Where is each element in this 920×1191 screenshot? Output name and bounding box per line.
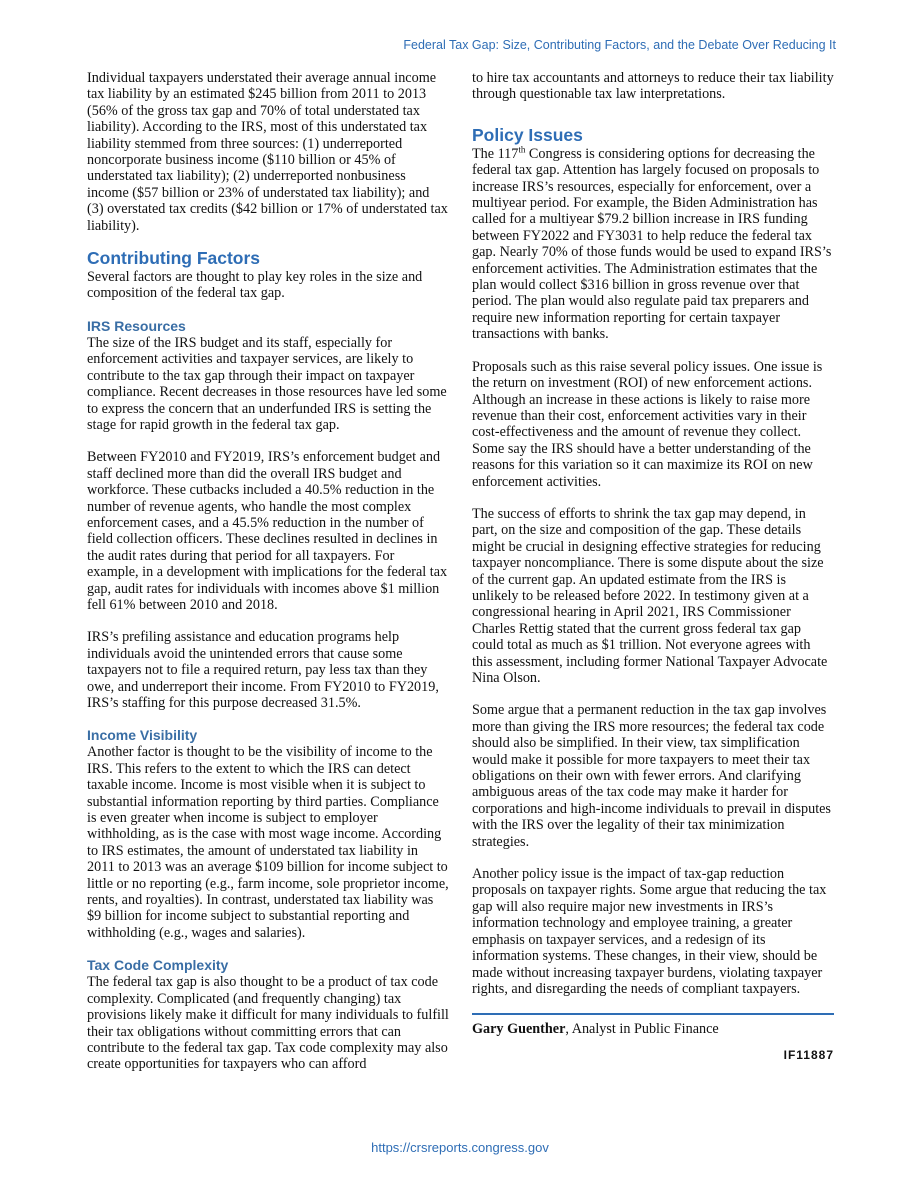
contributing-factors-heading: Contributing Factors <box>87 248 261 269</box>
contributing-factors-paragraph: Several factors are thought to play key roles in the size and composition of the federal tax gap. <box>87 269 423 302</box>
right-column <box>472 70 834 1062</box>
irs-resources-paragraph: The size of the IRS budget and its staff, especially for enforcement activities and taxpayer services, are likely to contribute to the tax gap through their impact on taxpayer compliance. Recent decreases in those resources have led some to express the concern that an underfunded IRS is setting the stage for rapid growth in the federal tax gap. <box>87 334 447 433</box>
author-divider <box>472 1013 834 1015</box>
congress-number-text: The 117 <box>472 145 519 162</box>
author-byline <box>472 1021 834 1037</box>
tax-code-complexity-paragraph: The federal tax gap is also thought to be a product of tax code complexity. Complicated (and frequently changing) tax provisions likely make it difficult for many individuals to fulfill their tax obligations without committing errors that can contribute to the federal tax gap. Tax code complexity may also create opportunities for taxpayers who can afford <box>87 974 449 1073</box>
policy-issues-paragraph: Another policy issue is the impact of tax-gap reduction proposals on taxpayer rights. Some argue that reducing the tax gap will also require major new investments in IRS’s information technology and employee training, a greater emphasis on taxpayer services, and a redesign of its information systems. These changes, in their view, should be made without increasing taxpayer burdens, violating taxpayer rights, and disregarding the needs of compliant taxpayers. <box>472 866 827 997</box>
policy-issues-heading: Policy Issues <box>472 124 583 145</box>
tax-code-complexity-heading: Tax Code Complexity <box>87 957 229 974</box>
policy-issues-paragraph: The success of efforts to shrink the tax gap may depend, in part, on the size and composition of the gap. These details might be crucial in designing effective strategies for reducing taxpayer noncompliance. There is some dispute about the size of the current gap. An updated estimate from the IRS is unlikely to be released before 2022. In testimony given at a congressional hearing in April 2021, IRS Commissioner Charles Rettig stated that the current gross federal tax gap could total as much as $1 trillion. Not everyone agrees with this assessment, including former National Taxpayer Advocate Nina Olson. <box>472 505 828 686</box>
income-visibility-heading: Income Visibility <box>87 727 198 744</box>
ordinal-suffix: th <box>518 144 526 155</box>
intro-paragraph: Individual taxpayers understated their average annual income tax liability by an estimated $245 billion from 2011 to 2013 (56% of the gross tax gap and 70% of total understated tax liability). According to the IRS, most of this understated tax liability stemmed from three sources: (1) underreported noncorporate business income ($110 billion or 45% of understated tax liability); (2) underreported nonbusiness income ($57 billion or 23% of understated tax liability); and (3) overstated tax credits ($42 billion or 17% of understated tax liability). <box>87 70 448 234</box>
irs-resources-heading: IRS Resources <box>87 317 186 334</box>
footer-url-link[interactable]: https://crsreports.congress.gov <box>371 1140 549 1155</box>
irs-resources-paragraph: Between FY2010 and FY2019, IRS’s enforcement budget and staff declined more than did the overall IRS budget and workforce. These cutbacks included a 40.5% reduction in the number of revenue agents, who handle the most complex enforcement cases, and a 45.5% reduction in the number of field collection officers. These declines resulted in declines in the audit rates during that period for all taxpayers. For example, in a development with implications for the federal tax gap, audit rates for individuals with incomes above $1 million fell 61% between 2010 and 2018. <box>87 449 448 613</box>
policy-issues-paragraph <box>472 146 834 343</box>
income-visibility-paragraph: Another factor is thought to be the visibility of income to the IRS. This refers to the extent to which the IRS can detect taxable income. Income is most visible when it is subject to substantial information reporting by third parties. Compliance is even greater when income is subject to employer withholding, as is the case with most wage income. According to IRS estimates, the amount of understated tax liability in 2011 to 2013 was an average $109 billion for income subject to little or no reporting (e.g., farm income, sole proprietor income, rents, and royalties). In contrast, understated tax liability was $9 billion for income subject to substantial reporting and withholding (e.g., wages and salaries). <box>87 744 449 941</box>
author-name: Gary Guenther <box>472 1021 566 1038</box>
author-title: , Analyst in Public Finance <box>565 1021 719 1038</box>
policy-issues-paragraph: Proposals such as this raise several policy issues. One issue is the return on investment (ROI) of new enforcement actions. Although an increase in these actions is likely to raise more revenue than their cost, enforcement activities vary in their cost-effectiveness and the amount of revenue they collect. Some say the IRS should have a better understanding of the reasons for this variation so it can maximize its ROI on new enforcement activities. <box>472 358 823 490</box>
running-header: Federal Tax Gap: Size, Contributing Factors, and the Debate Over Reducing It <box>403 38 836 52</box>
irs-resources-paragraph: IRS’s prefiling assistance and education programs help individuals avoid the unintended errors that cause some taxpayers not to file a required return, pay less tax than they owe, and underreport their income. From FY2010 to FY2019, IRS’s staffing for this purpose decreased 31.5%. <box>87 629 439 711</box>
policy-paragraph-text: Congress is considering options for decreasing the federal tax gap. Attention has largely focused on proposals to increase IRS’s resources, especially for enforcement, over a multiyear period. For example, the Biden Administration has called for a multiyear $79.2 billion increase in IRS funding between FY2022 and FY3031 to help reduce the federal tax gap. Nearly 70% of those funds would be used to expand IRS’s enforcement activities. The Administration estimates that the plan would collect $316 billion in gross revenue over that period. The plan would also regulate paid tax preparers and require new information reporting for certain taxpayer transactions with banks. <box>472 145 832 343</box>
left-column <box>87 70 449 1073</box>
document-id: IF11887 <box>783 1047 834 1062</box>
policy-issues-paragraph: Some argue that a permanent reduction in the tax gap involves more than giving the IRS more resources; the federal tax code should also be simplified. In their view, tax simplification would make it possible for more taxpayers to meet their tax obligations on their own with fewer errors. And clarifying ambiguous areas of the tax code may make it harder for corporations and high-income individuals to prevail in disputes with the IRS over the legality of their tax minimization strategies. <box>472 702 831 850</box>
continuation-paragraph: to hire tax accountants and attorneys to reduce their tax liability through questionable tax law interpretations. <box>472 70 834 103</box>
